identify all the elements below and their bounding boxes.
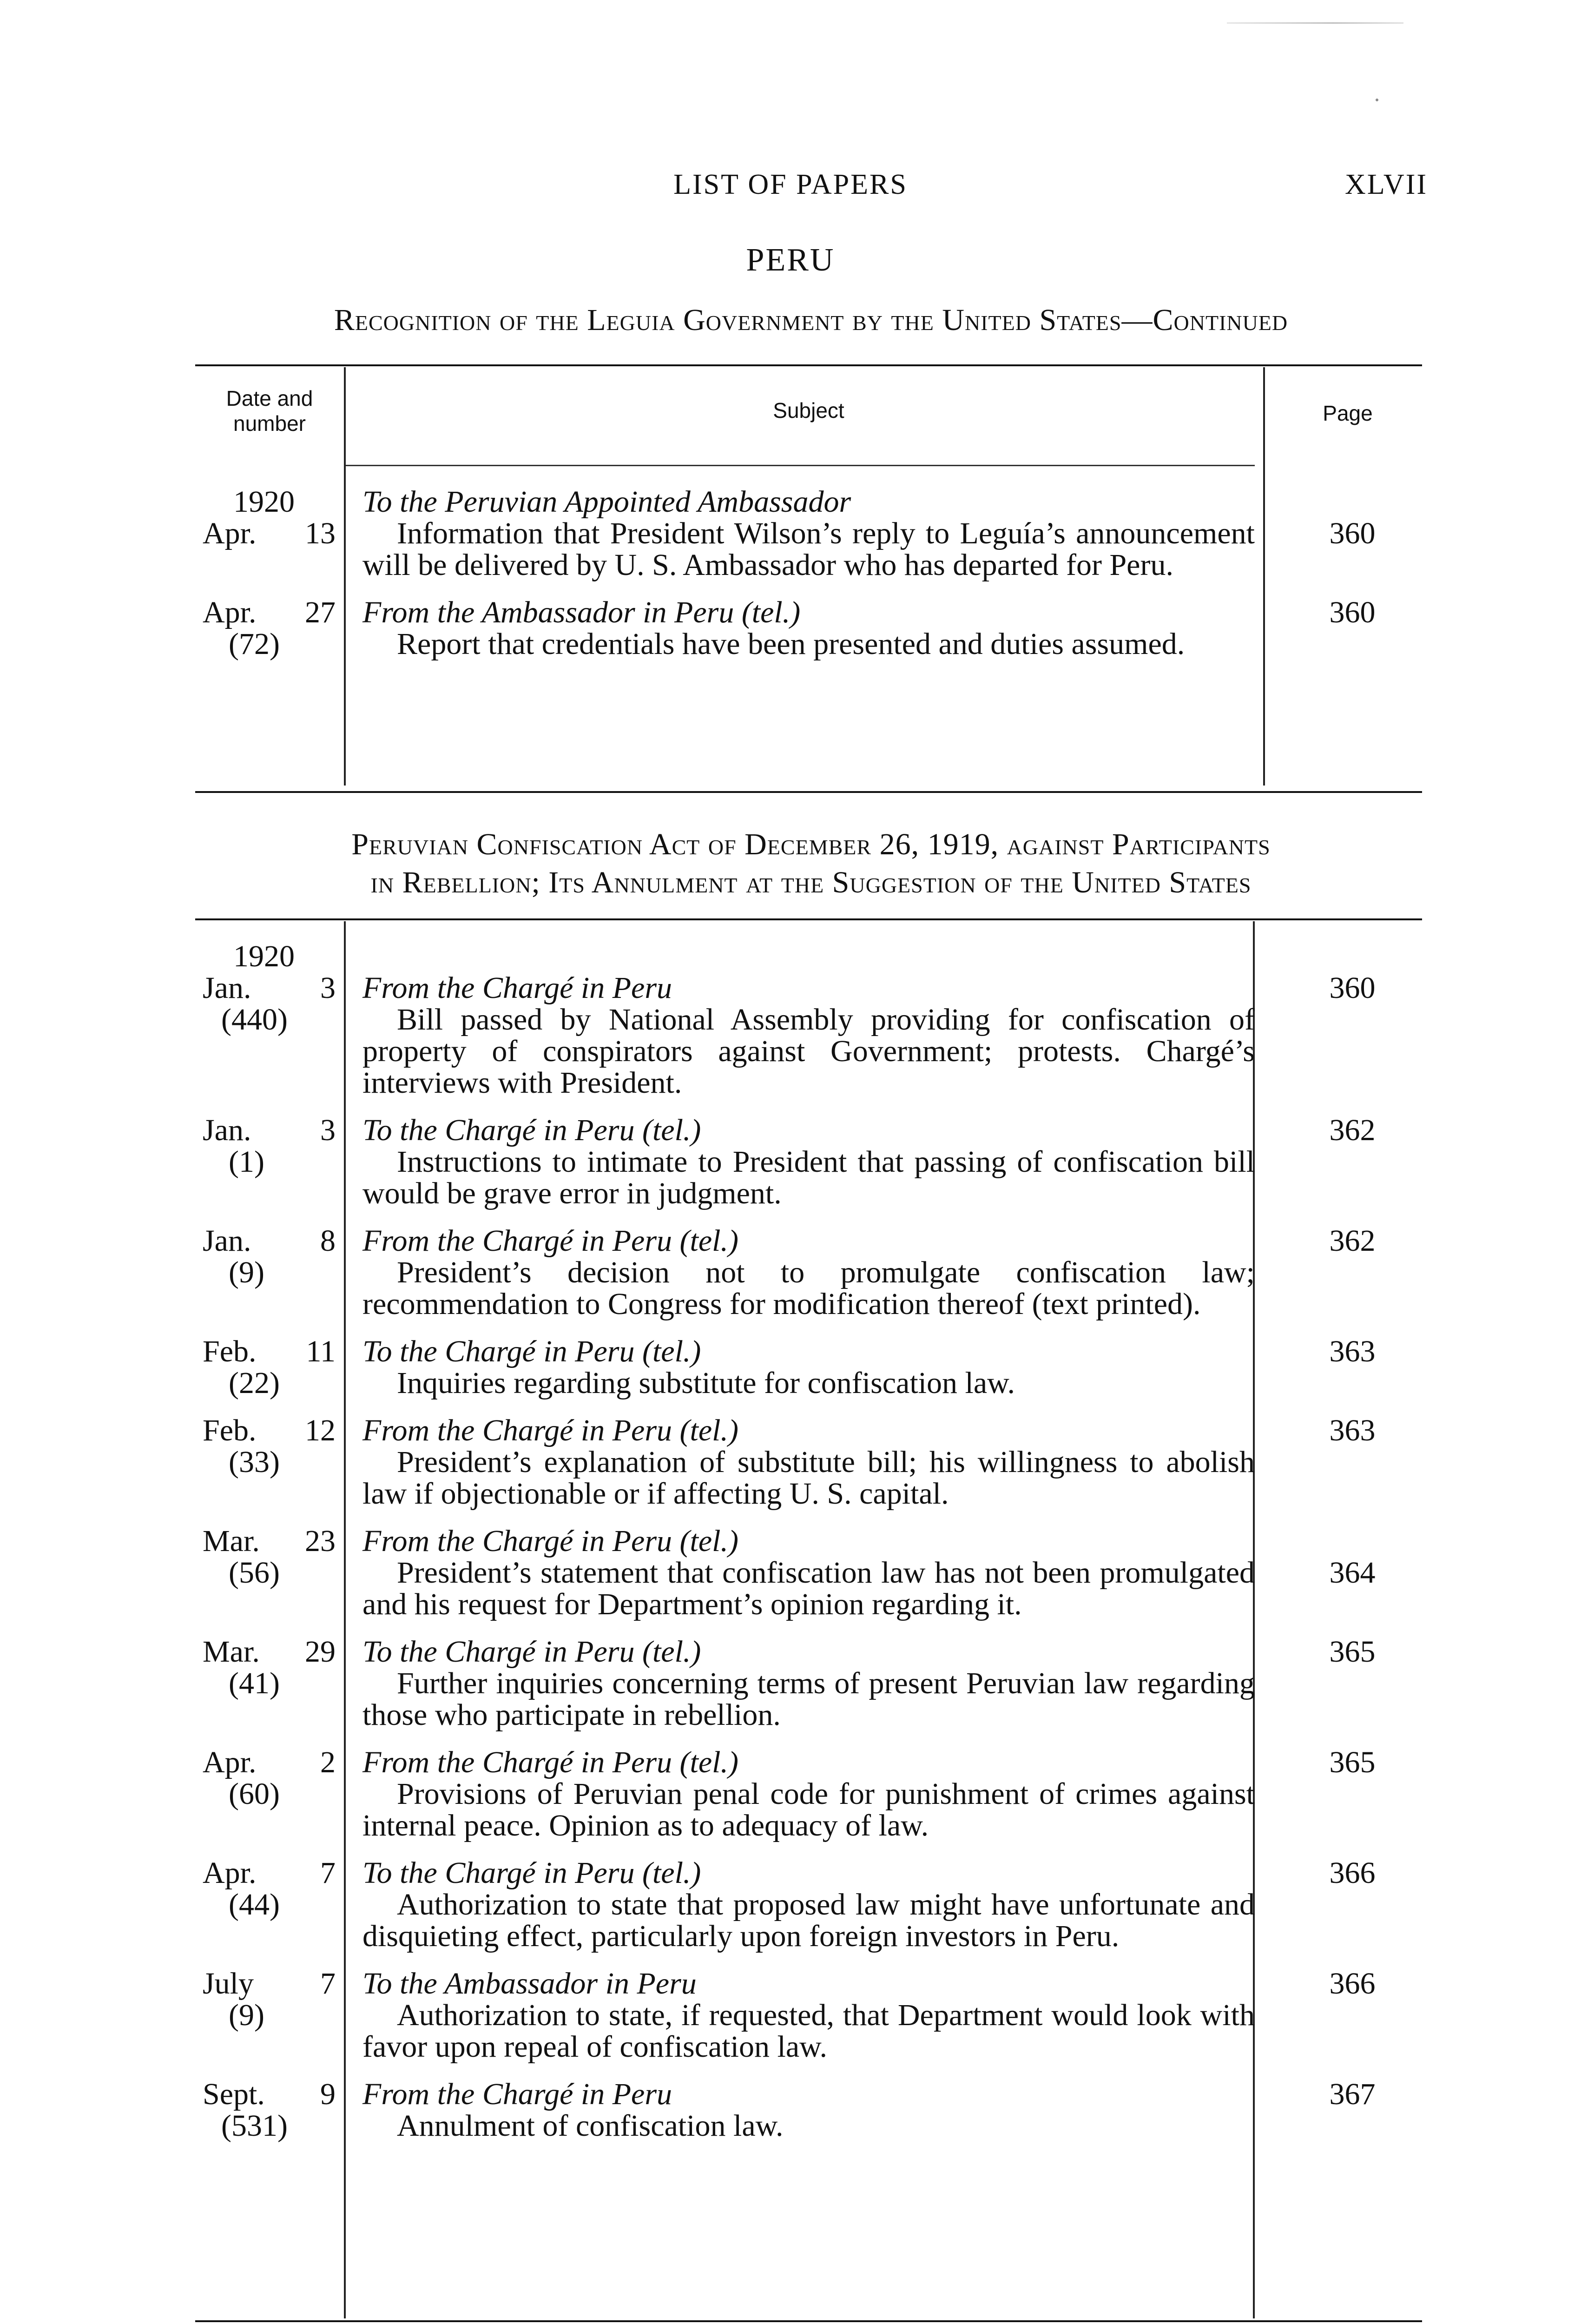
date-cell (195, 1968, 344, 2031)
month: Feb. (203, 1334, 257, 1368)
year-label: 1920 (233, 485, 295, 519)
addressee: To the Chargé in Peru (tel.) (362, 1113, 701, 1147)
day: 8 (320, 1224, 336, 1258)
addressee: From the Chargé in Peru (tel.) (362, 1524, 738, 1558)
header-underline (344, 465, 1255, 466)
subject-text: Further inquiries concerning terms of present Peruvian law regarding those who participate in rebellion. (362, 1666, 1255, 1732)
day: 2 (320, 1745, 336, 1779)
month: Jan. (203, 1224, 251, 1258)
day: 9 (320, 2077, 336, 2111)
page-ref: 360 (1329, 971, 1376, 1005)
subject-text: President’s statement that confiscation law has not been promulgated and his request for Department’s opinion regarding it. (362, 1556, 1255, 1621)
subject-cell (344, 1636, 1273, 1731)
subject-text: Authorization to state, if requested, that Department would look with favor upon repeal of confiscation law. (362, 1998, 1255, 2064)
addressee: From the Chargé in Peru (tel.) (362, 1413, 738, 1447)
table-row (195, 1636, 1422, 1731)
day: 12 (305, 1413, 336, 1447)
addressee: From the Chargé in Peru (362, 2077, 672, 2111)
subject-cell (344, 1857, 1273, 1952)
column-header-date-line2: number (233, 411, 306, 436)
date-cell (195, 1857, 344, 1921)
doc-number: (9) (229, 1998, 264, 2032)
subject-text: Annulment of confiscation law. (397, 2109, 784, 2143)
doc-number: (1) (229, 1145, 264, 1179)
subject-text: Report that credentials have been presented and duties assumed. (397, 627, 1185, 661)
page-ref: 366 (1329, 1856, 1376, 1890)
subject-cell (344, 1115, 1273, 1209)
table-row (195, 1857, 1422, 1952)
table-row (195, 1968, 1422, 2063)
doc-number: (440) (221, 1003, 288, 1037)
doc-number: (33) (229, 1445, 280, 1479)
page-ref: 364 (1329, 1556, 1376, 1590)
section-title-recognition (195, 301, 1427, 339)
doc-number: (41) (229, 1666, 280, 1700)
subject-cell (344, 2079, 1273, 2142)
month: Apr. (203, 1856, 257, 1890)
date-cell (195, 941, 344, 1036)
page-ref: 363 (1329, 1413, 1376, 1447)
date-cell (195, 486, 344, 549)
page-ref: 365 (1329, 1635, 1376, 1669)
column-header-date-line1: Date and (226, 386, 313, 410)
addressee: To the Chargé in Peru (tel.) (362, 1334, 701, 1368)
subject-cell (344, 1415, 1273, 1510)
doc-number: (44) (229, 1888, 280, 1921)
table-bottom-rule (195, 2320, 1422, 2322)
month: Apr. (203, 516, 257, 550)
running-head-title: LIST OF PAPERS (673, 169, 908, 200)
table-row (195, 1747, 1422, 1842)
month: Apr. (203, 595, 257, 629)
scan-speck (1376, 99, 1378, 101)
addressee: To the Chargé in Peru (tel.) (362, 1856, 701, 1890)
page-ref: 362 (1329, 1224, 1376, 1258)
day: 11 (306, 1334, 336, 1368)
month: Mar. (203, 1635, 260, 1669)
table-row (195, 1115, 1422, 1209)
subject-cell (344, 486, 1273, 581)
date-cell (195, 1115, 344, 1178)
page-folio: XLVII (1344, 169, 1428, 200)
table-row (195, 1336, 1422, 1399)
subject-cell (344, 597, 1273, 660)
page-ref: 365 (1329, 1745, 1376, 1779)
subject-cell (344, 1336, 1273, 1399)
table-row (195, 1415, 1422, 1510)
date-cell (195, 1636, 344, 1699)
subject-text: President’s explanation of substitute bill; his willingness to abolish law if objectionable or if affecting U. S. capital. (362, 1445, 1255, 1511)
section-title-line2: in Rebellion; Its Annulment at the Suggestion of the United States (370, 865, 1252, 899)
table-row (195, 486, 1422, 581)
date-cell (195, 1747, 344, 1810)
day: 29 (305, 1635, 336, 1669)
table-section1 (195, 486, 1422, 676)
subject-cell (344, 1525, 1273, 1620)
year-label: 1920 (233, 939, 295, 973)
doc-number: (60) (229, 1777, 280, 1811)
day: 3 (320, 1113, 336, 1147)
date-cell (195, 2079, 344, 2142)
column-header-page: Page (1323, 401, 1373, 425)
subject-cell (344, 941, 1273, 1099)
date-cell (195, 1415, 344, 1478)
page-ref: 362 (1329, 1113, 1376, 1147)
subject-text: Inquiries regarding substitute for confiscation law. (397, 1366, 1015, 1400)
table-row (195, 941, 1422, 1099)
addressee: To the Ambassador in Peru (362, 1967, 697, 2000)
section-title-line1: Peruvian Confiscation Act of December 26, 1919, against Participants (351, 827, 1271, 861)
column-header-date (195, 386, 344, 436)
page-ref: 360 (1329, 516, 1376, 550)
section-title-text: Recognition of the Leguia Government by the United States—Continued (334, 303, 1288, 337)
month: Feb. (203, 1413, 257, 1447)
doc-number: (22) (229, 1366, 280, 1400)
table-top-rule (195, 918, 1422, 920)
table-bottom-rule (195, 791, 1422, 793)
day: 7 (320, 1856, 336, 1890)
month: Jan. (203, 1113, 251, 1147)
addressee: From the Chargé in Peru (tel.) (362, 1224, 738, 1258)
month: Apr. (203, 1745, 257, 1779)
subject-cell (344, 1225, 1273, 1320)
subject-text: Information that President Wilson’s reply to Leguía’s announcement will be delivered by U. S. Ambassador who has departed for Peru. (362, 516, 1255, 582)
addressee: From the Chargé in Peru (tel.) (362, 1745, 738, 1779)
doc-number: (56) (229, 1556, 280, 1590)
addressee: To the Chargé in Peru (tel.) (362, 1635, 701, 1669)
month: Sept. (203, 2077, 265, 2111)
addressee: To the Peruvian Appointed Ambassador (362, 485, 851, 519)
table-top-rule (195, 364, 1422, 366)
doc-number: (9) (229, 1255, 264, 1289)
day: 7 (320, 1967, 336, 2000)
doc-number: (531) (221, 2109, 288, 2143)
page-ref: 366 (1329, 1967, 1376, 2000)
scan-mark (1227, 22, 1403, 24)
subject-text: Authorization to state that proposed law might have unfortunate and disquieting effect, particularly upon foreign investors in Peru. (362, 1888, 1255, 1953)
subject-text: Bill passed by National Assembly providing for confiscation of property of conspirators against Government; protests. Chargé’s interviews with President. (362, 1003, 1255, 1100)
column-headers (195, 372, 1422, 465)
day: 13 (305, 516, 336, 550)
date-cell (195, 1525, 344, 1589)
doc-number: (72) (229, 627, 280, 661)
subject-text: President’s decision not to promulgate confiscation law; recommendation to Congress for modification thereof (text printed). (362, 1255, 1255, 1321)
month: Jan. (203, 971, 251, 1005)
table-row (195, 1525, 1422, 1620)
subject-text: Provisions of Peruvian penal code for punishment of crimes against internal peace. Opinion as to adequacy of law. (362, 1777, 1255, 1842)
date-cell (195, 597, 344, 660)
addressee: From the Ambassador in Peru (tel.) (362, 595, 801, 629)
table-row (195, 2079, 1422, 2142)
day: 27 (305, 595, 336, 629)
day: 23 (305, 1524, 336, 1558)
subject-cell (344, 1968, 1273, 2063)
subject-cell (344, 1747, 1273, 1842)
month: Mar. (203, 1524, 260, 1558)
table-row (195, 1225, 1422, 1320)
subject-text: Instructions to intimate to President that passing of confiscation bill would be grave error in judgment. (362, 1145, 1255, 1210)
date-cell (195, 1225, 344, 1288)
day: 3 (320, 971, 336, 1005)
page-ref: 360 (1329, 595, 1376, 629)
page-ref: 367 (1329, 2077, 1376, 2111)
page-ref: 363 (1329, 1334, 1376, 1368)
date-cell (195, 1336, 344, 1399)
table-section2 (195, 941, 1422, 2158)
addressee: From the Chargé in Peru (362, 971, 672, 1005)
running-head (0, 168, 1581, 210)
country-heading: PERU (746, 242, 835, 278)
month: July (203, 1967, 254, 2000)
section-title-confiscation-act (195, 825, 1427, 902)
column-header-subject: Subject (773, 398, 844, 423)
table-row (195, 597, 1422, 660)
